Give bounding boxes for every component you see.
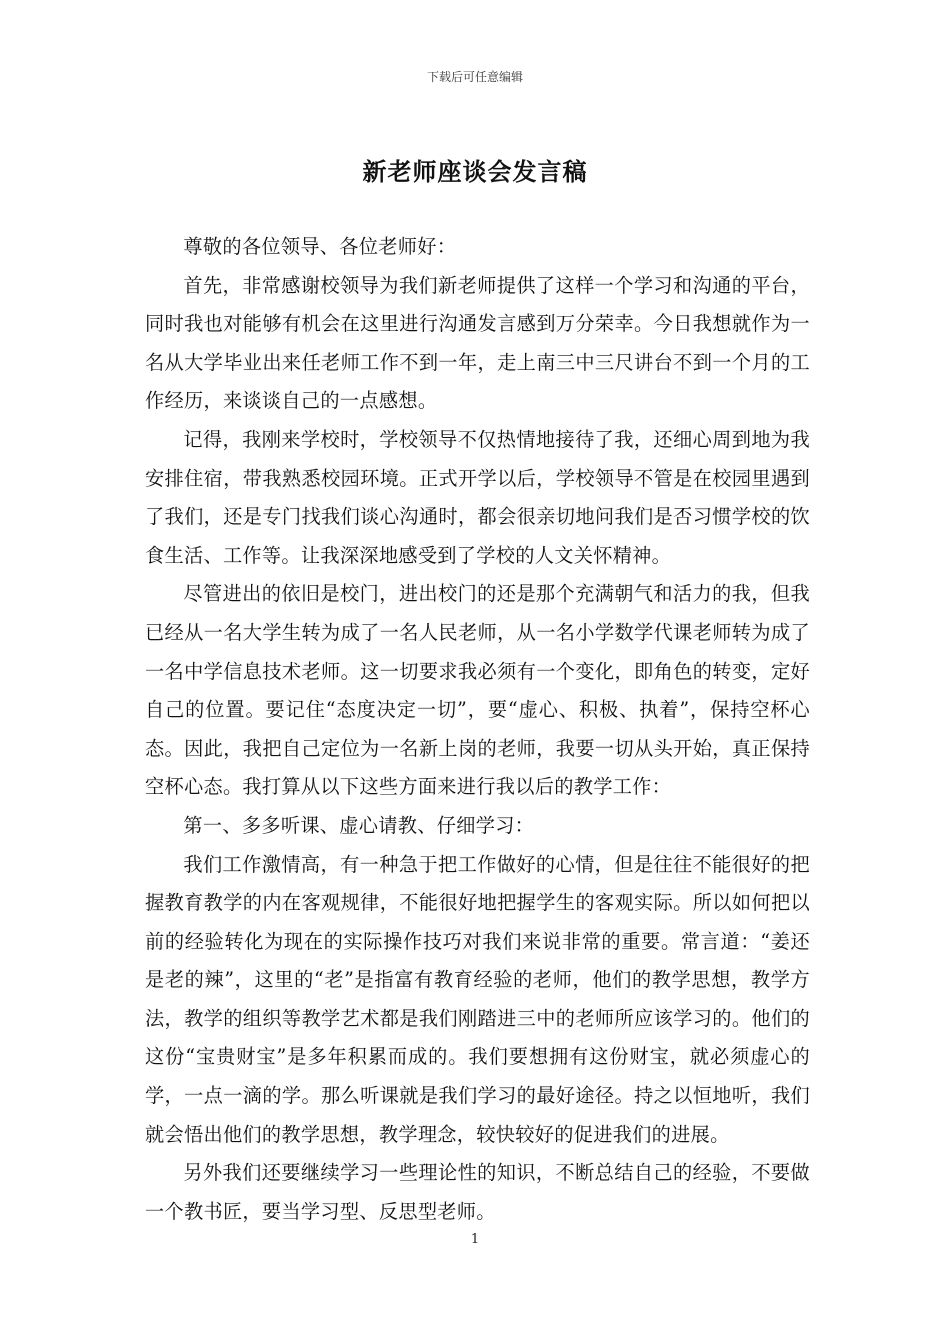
document-body: [145, 228, 810, 1231]
page-number: 1: [470, 1232, 480, 1247]
document-title: 新老师座谈会发言稿: [362, 157, 588, 186]
paragraph-reflection: 另外我们还要继续学习一些理论性的知识，不断总结自己的经验，不要做一个教书匠，要当学习型、反思型老师。: [145, 1161, 810, 1223]
header-note: 下载后可任意编辑: [426, 70, 523, 84]
paragraph-learning: 我们工作激情高，有一种急于把工作做好的心情，但是往往不能很好的把握教育教学的内在客观规律，不能很好地把握学生的客观实际。所以如何把以前的经验转化为现在的实际操作技巧对我们来说非常的重要。常言道：“姜还是老的辣”，这里的“老”是指富有教育经验的老师，他们的教学思想，教学方法，教学的组织等教学艺术都是我们刚踏进三中的老师所应该学习的。他们的这份“宝贵财宝”是多年积累而成的。我们要想拥有这份财宝，就必须虚心的学，一点一滴的学。那么听课就是我们学习的最好途径。持之以恒地听，我们就会悟出他们的教学思想，教学理念，较快较好的促进我们的进展。: [145, 852, 810, 1146]
paragraph-opening: 首先，非常感谢校领导为我们新老师提供了这样一个学习和沟通的平台，同时我也对能够有机会在这里进行沟通发言感到万分荣幸。今日我想就作为一名从大学毕业出来任老师工作不到一年，走上南三中三尺讲台不到一个月的工作经历，来谈谈自己的一点感想。: [145, 273, 810, 413]
paragraph-memory: 记得，我刚来学校时，学校领导不仅热情地接待了我，还细心周到地为我安排住宿，带我熟悉校园环境。正式开学以后，学校领导不管是在校园里遇到了我们，还是专门找我们谈心沟通时，都会很亲切地问我们是否习惯学校的饮食生活、工作等。让我深深地感受到了学校的人文关怀精神。: [145, 427, 810, 567]
paragraph-role-change: 尽管进出的依旧是校门，进出校门的还是那个充满朝气和活力的我，但我已经从一名大学生转为成了一名人民老师，从一名小学数学代课老师转为成了一名中学信息技术老师。这一切要求我必须有一个变化，即角色的转变，定好自己的位置。要记住“态度决定一切”，要“虚心、积极、执着”，保持空杯心态。因此，我把自己定位为一名新上岗的老师，我要一切从头开始，真正保持空杯心态。我打算从以下这些方面来进行我以后的教学工作：: [145, 582, 810, 799]
paragraph-section-one-heading: 第一、多多听课、虚心请教、仔细学习：: [183, 813, 535, 837]
paragraph-greeting: 尊敬的各位领导、各位老师好：: [183, 235, 457, 258]
